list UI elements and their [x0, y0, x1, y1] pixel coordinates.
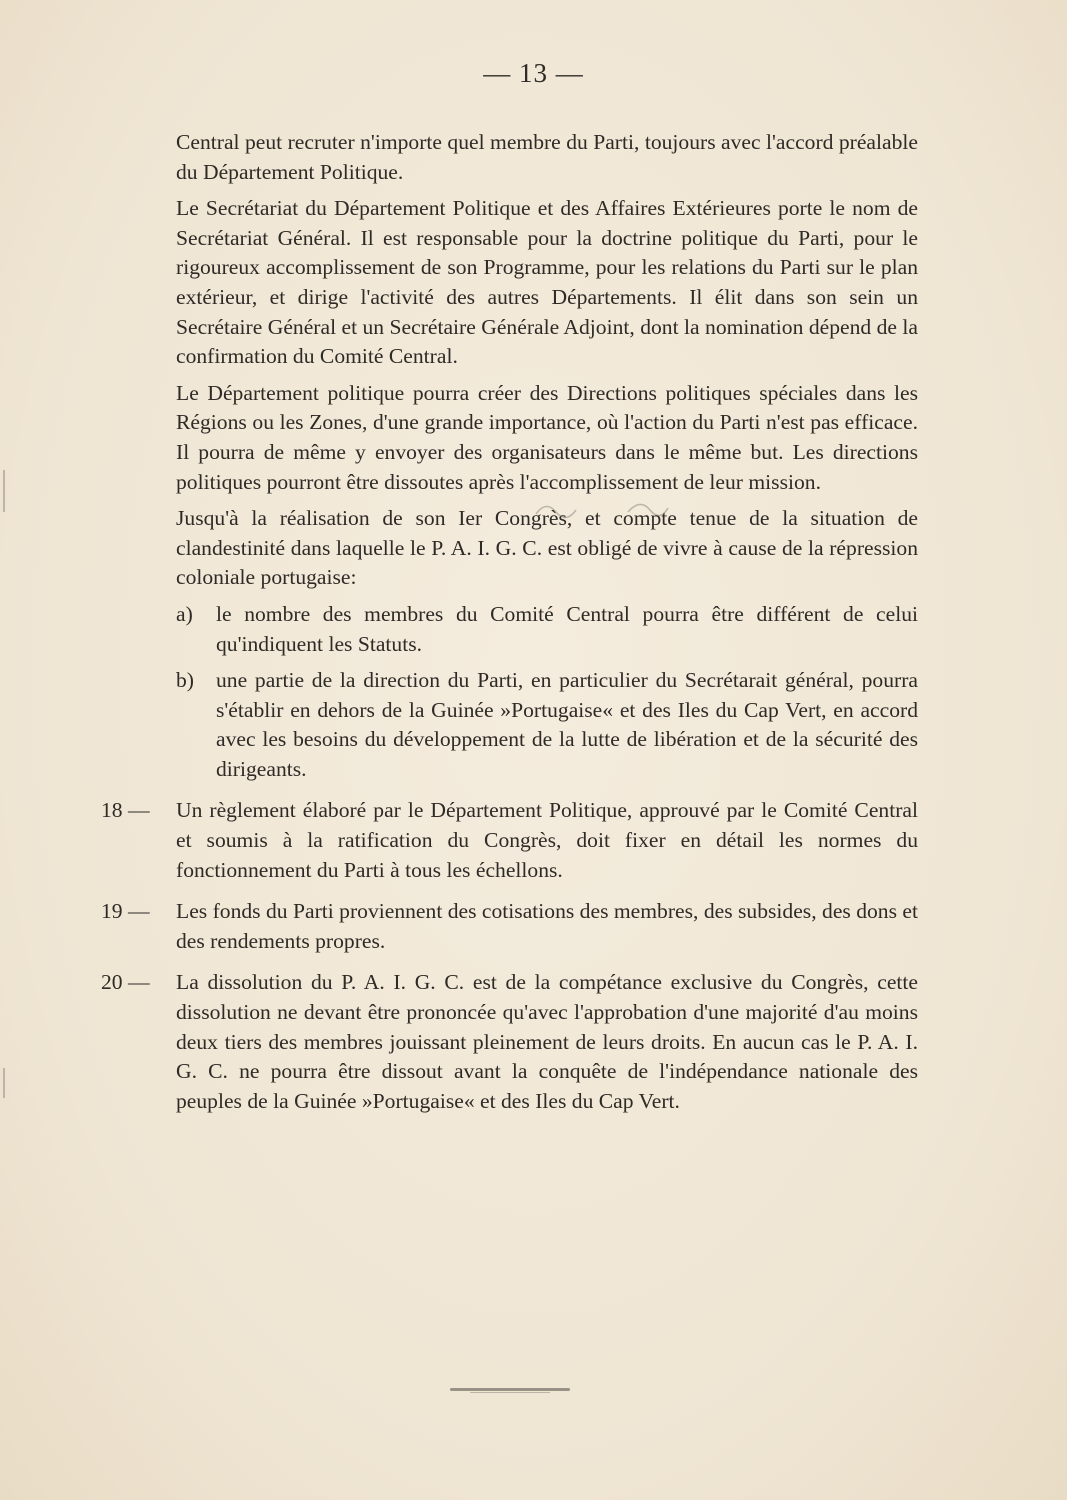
pencil-annotation-mark	[532, 494, 672, 522]
end-rule-underline	[470, 1392, 550, 1393]
list-item-text: une partie de la direction du Parti, en particulier du Secrétarait général, pourra s'établir en dehors de la Guinée »Portugaise« et des Iles du Cap Vert, en accord avec les besoins du développement de la lutte de libération et de la sécurité des dirigeants.	[216, 668, 918, 781]
list-item	[176, 666, 918, 784]
left-edge-mark	[3, 1068, 5, 1098]
article	[101, 796, 918, 885]
list-item	[176, 600, 918, 659]
article-number: 20 —	[101, 970, 150, 995]
document-body	[101, 128, 918, 1123]
article	[101, 968, 918, 1116]
list-marker: b)	[176, 668, 194, 693]
article-text: Un règlement élaboré par le Département Politique, approuvé par le Comité Central et soumis à la ratification du Congrès, doit fixer en détail les normes du fonctionnement du Parti à tous les échellons.	[176, 798, 918, 882]
article-number: 19 —	[101, 899, 150, 924]
article	[101, 897, 918, 956]
article-number: 18 —	[101, 798, 150, 823]
left-edge-mark	[3, 470, 5, 512]
article-text: Les fonds du Parti proviennent des cotisations des membres, des subsides, des dons et des rendements propres.	[176, 899, 918, 953]
list-item-text: le nombre des membres du Comité Central pourra être différent de celui qu'indiquent les Statuts.	[216, 601, 918, 656]
paragraph: Le Secrétariat du Département Politique et des Affaires Extérieures porte le nom de Secrétariat Général. Il est responsable pour la doctrine politique du Parti, pour le rigoureux accomplissement de son Programme, pour les relations du Parti sur le plan extérieur, et dirige l'activité des autres Départements. Il élit dans son sein un Secrétaire Général et un Secrétaire Générale Adjoint, dont la nomination dépend de la confirmation du Comité Central.	[176, 196, 918, 369]
paragraph: Jusqu'à la réalisation de son Ier Congrès, et compte tenue de la situation de clandestinité dans laquelle le P. A. I. G. C. est obligé de vivre à cause de la répression coloniale portugaise:	[176, 506, 918, 590]
article-text: La dissolution du P. A. I. G. C. est de la compétance exclusive du Congrès, cette dissolution ne devant être prononcée qu'avec l'approbation d'une majorité d'au moins deux tiers des membres jouissant pleinement de leurs droits. En aucun cas le P. A. I. G. C. ne pourra être dissout avant la conquête de l'indépendance nationale des peuples de la Guinée »Portugaise« et des Iles du Cap Vert.	[176, 970, 918, 1113]
paragraph: Le Département politique pourra créer des Directions politiques spéciales dans les Régions ou les Zones, d'une grande importance, où l'action du Parti n'est pas efficace. Il pourra de même y envoyer des organisateurs dans le même but. Les directions politiques pourront être dissoutes après l'accomplissement de leur mission.	[176, 380, 918, 494]
page-number: — 13 —	[483, 58, 584, 88]
list-marker: a)	[176, 601, 193, 626]
end-rule	[450, 1388, 570, 1391]
paragraph: Central peut recruter n'importe quel membre du Parti, toujours avec l'accord préalable du Département Politique.	[176, 130, 918, 184]
